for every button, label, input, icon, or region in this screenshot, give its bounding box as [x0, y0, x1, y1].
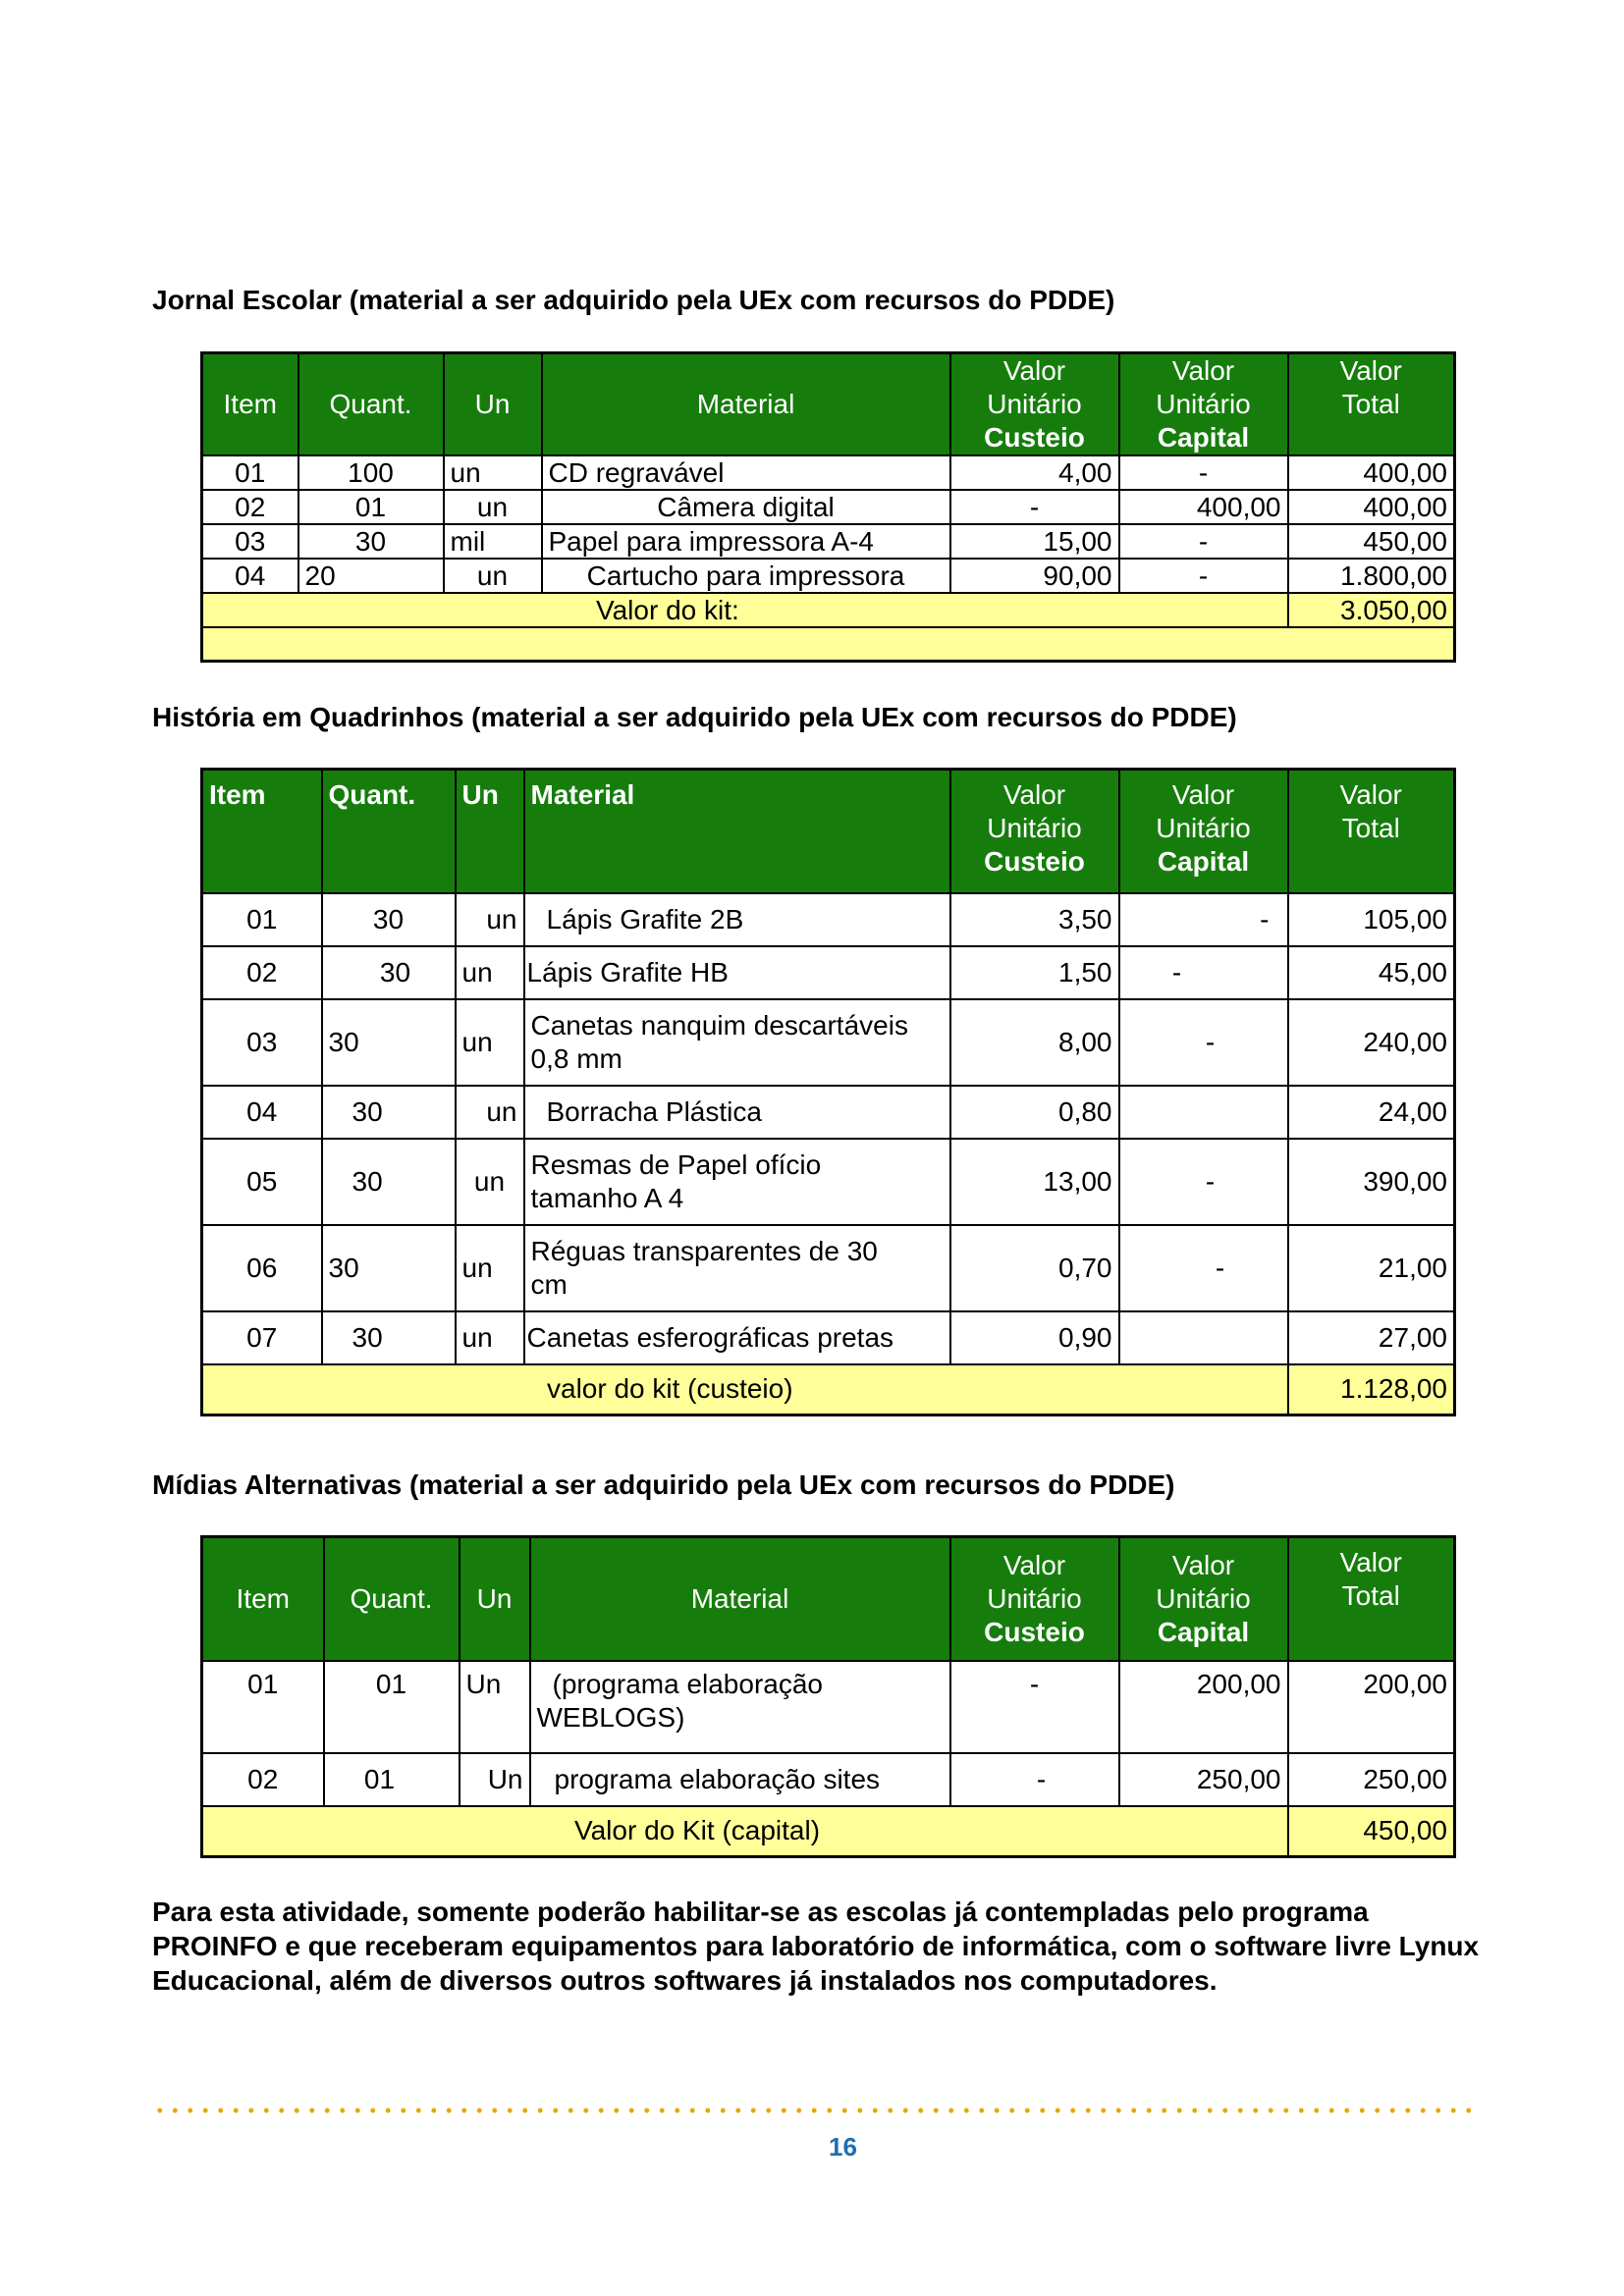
table-cell: 30 — [322, 1086, 456, 1139]
table-cell: 0,90 — [950, 1311, 1119, 1364]
table-cell: 01 — [324, 1753, 460, 1806]
table-cell: - — [1119, 946, 1288, 999]
table-cell: 01 — [298, 490, 444, 524]
header-custeio: Valor Unitário Custeio — [950, 770, 1119, 893]
table-cell: 200,00 — [1288, 1661, 1455, 1753]
table-cell: 450,00 — [1288, 524, 1455, 559]
table-cell: 02 — [202, 1753, 324, 1806]
table-cell: - — [1119, 455, 1288, 490]
header-quant: Quant. — [298, 353, 444, 456]
table-cell: - — [1119, 524, 1288, 559]
table-cell: 20 — [298, 559, 444, 593]
kit-total-label: Valor do kit: — [202, 593, 1288, 627]
table-cell: 01 — [324, 1661, 460, 1753]
header-custeio: Valor Unitário Custeio — [950, 1537, 1119, 1661]
table-header-row — [202, 1537, 1455, 1661]
table-cell: 0,70 — [950, 1225, 1119, 1311]
table-cell: 90,00 — [950, 559, 1119, 593]
header-capital: Valor Unitário Capital — [1119, 770, 1288, 893]
table-cell: 03 — [202, 524, 298, 559]
kit-total-row — [202, 593, 1455, 627]
table-row — [202, 1139, 1455, 1225]
table-cell: 03 — [202, 999, 322, 1086]
header-total: Valor Total — [1288, 353, 1455, 456]
table-cell: Papel para impressora A-4 — [542, 524, 950, 559]
header-item: Item — [202, 1537, 324, 1661]
table-cell: 390,00 — [1288, 1139, 1455, 1225]
table-cell: programa elaboração sites — [530, 1753, 950, 1806]
table-cell: 27,00 — [1288, 1311, 1455, 1364]
table-cell: 30 — [322, 1311, 456, 1364]
table-cell: 4,00 — [950, 455, 1119, 490]
table-cell — [202, 627, 1455, 662]
table-cell: un — [456, 1311, 524, 1364]
table-row — [202, 559, 1455, 593]
table-cell: mil — [444, 524, 542, 559]
table-cell: 240,00 — [1288, 999, 1455, 1086]
header-un: Un — [444, 353, 542, 456]
table-cell: - — [1119, 1139, 1288, 1225]
header-un: Un — [460, 1537, 530, 1661]
header-total: Valor Total — [1288, 770, 1455, 893]
kit-total-row — [202, 1806, 1455, 1857]
table-cell: Réguas transparentes de 30 cm — [524, 1225, 950, 1311]
table-row — [202, 1086, 1455, 1139]
section-title-quadrinhos: História em Quadrinhos (material a ser adquirido pela UEx com recursos do PDDE) — [152, 702, 1237, 732]
header-material: Material — [524, 770, 950, 893]
table-row — [202, 1753, 1455, 1806]
header-quant: Quant. — [324, 1537, 460, 1661]
table-historia-quadrinhos — [200, 768, 1456, 1416]
table-cell: 05 — [202, 1139, 322, 1225]
table-row — [202, 1225, 1455, 1311]
table-cell: 01 — [202, 893, 322, 946]
table-cell: CD regravável — [542, 455, 950, 490]
header-total: Valor Total — [1288, 1537, 1455, 1661]
table-cell: un — [456, 999, 524, 1086]
header-capital: Valor Unitário Capital — [1119, 1537, 1288, 1661]
table-cell: 1,50 — [950, 946, 1119, 999]
table-cell: Un — [460, 1661, 530, 1753]
table-cell: un — [456, 946, 524, 999]
table-cell: Un — [460, 1753, 530, 1806]
table-cell: 02 — [202, 490, 298, 524]
table-cell: - — [950, 490, 1119, 524]
table-cell — [1119, 1311, 1288, 1364]
table-cell: - — [950, 1661, 1119, 1753]
table-cell: un — [456, 1086, 524, 1139]
table-cell: 400,00 — [1119, 490, 1288, 524]
table-cell: - — [950, 1753, 1119, 1806]
header-capital: Valor Unitário Capital — [1119, 353, 1288, 456]
table-cell: 15,00 — [950, 524, 1119, 559]
header-custeio: Valor Unitário Custeio — [950, 353, 1119, 456]
table-row — [202, 946, 1455, 999]
kit-total-label: Valor do Kit (capital) — [202, 1806, 1288, 1857]
table-cell: 07 — [202, 1311, 322, 1364]
table-row — [202, 999, 1455, 1086]
table-row — [202, 490, 1455, 524]
table-cell: un — [456, 1139, 524, 1225]
table-row — [202, 455, 1455, 490]
table-cell: 250,00 — [1288, 1753, 1455, 1806]
table-cell: 04 — [202, 559, 298, 593]
table-cell: 01 — [202, 1661, 324, 1753]
table-cell: 04 — [202, 1086, 322, 1139]
table-row — [202, 524, 1455, 559]
table-cell: 105,00 — [1288, 893, 1455, 946]
kit-blank-row — [202, 627, 1455, 662]
table-cell: 250,00 — [1119, 1753, 1288, 1806]
table-cell: 3,50 — [950, 893, 1119, 946]
table-cell: 06 — [202, 1225, 322, 1311]
table-cell: Lápis Grafite HB — [524, 946, 950, 999]
kit-total-value: 450,00 — [1288, 1806, 1455, 1857]
kit-total-label: valor do kit (custeio) — [202, 1364, 1288, 1415]
section-title-midias: Mídias Alternativas (material a ser adquirido pela UEx com recursos do PDDE) — [152, 1469, 1175, 1500]
table-cell: 21,00 — [1288, 1225, 1455, 1311]
table-cell: 02 — [202, 946, 322, 999]
footer-dotted-divider — [152, 2108, 1478, 2113]
table-jornal-escolar — [200, 351, 1456, 663]
table-cell: 30 — [298, 524, 444, 559]
table-cell: Câmera digital — [542, 490, 950, 524]
table-cell: 200,00 — [1119, 1661, 1288, 1753]
table-cell: 100 — [298, 455, 444, 490]
table-cell: un — [444, 559, 542, 593]
table-header-row — [202, 770, 1455, 893]
table-cell: - — [1119, 893, 1288, 946]
table-row — [202, 1311, 1455, 1364]
table-cell: Resmas de Papel ofício tamanho A 4 — [524, 1139, 950, 1225]
table-cell: 0,80 — [950, 1086, 1119, 1139]
table-cell: Borracha Plástica — [524, 1086, 950, 1139]
table-cell: Cartucho para impressora — [542, 559, 950, 593]
kit-total-value: 1.128,00 — [1288, 1364, 1455, 1415]
header-item: Item — [202, 353, 298, 456]
header-un: Un — [456, 770, 524, 893]
table-cell — [1119, 1086, 1288, 1139]
table-cell: 24,00 — [1288, 1086, 1455, 1139]
table-cell: 45,00 — [1288, 946, 1455, 999]
section-title-jornal: Jornal Escolar (material a ser adquirido pela UEx com recursos do PDDE) — [152, 285, 1115, 315]
table-header-row — [202, 353, 1455, 456]
table-cell: Lápis Grafite 2B — [524, 893, 950, 946]
table-cell: 30 — [322, 1139, 456, 1225]
table-cell: un — [456, 1225, 524, 1311]
table-cell: - — [1119, 559, 1288, 593]
table-cell: 400,00 — [1288, 490, 1455, 524]
table-cell: 13,00 — [950, 1139, 1119, 1225]
table-cell: 30 — [322, 893, 456, 946]
table-midias-alternativas — [200, 1535, 1456, 1858]
table-cell: - — [1119, 1225, 1288, 1311]
header-item: Item — [202, 770, 322, 893]
table-row — [202, 893, 1455, 946]
table-cell: 1.800,00 — [1288, 559, 1455, 593]
header-material: Material — [530, 1537, 950, 1661]
table-cell: un — [456, 893, 524, 946]
table-cell: un — [444, 490, 542, 524]
table-row — [202, 1661, 1455, 1753]
page-number: 16 — [829, 2132, 857, 2162]
kit-total-value: 3.050,00 — [1288, 593, 1455, 627]
header-material: Material — [542, 353, 950, 456]
table-cell: 8,00 — [950, 999, 1119, 1086]
table-cell: Canetas esferográficas pretas — [524, 1311, 950, 1364]
table-cell: 01 — [202, 455, 298, 490]
table-cell: 30 — [322, 1225, 456, 1311]
table-cell: 30 — [322, 999, 456, 1086]
table-cell: 30 — [322, 946, 456, 999]
table-cell: Canetas nanquim descartáveis 0,8 mm — [524, 999, 950, 1086]
table-cell: - — [1119, 999, 1288, 1086]
table-cell: (programa elaboração WEBLOGS) — [530, 1661, 950, 1753]
table-cell: 400,00 — [1288, 455, 1455, 490]
header-quant: Quant. — [322, 770, 456, 893]
kit-total-row — [202, 1364, 1455, 1415]
table-cell: un — [444, 455, 542, 490]
eligibility-paragraph: Para esta atividade, somente poderão habilitar-se as escolas já contempladas pelo programa PROINFO e que receberam equipamentos para laboratório de informática, com o software livre Lynux Educacional, além de diversos outros softwares já instalados nos computadores. — [152, 1896, 1480, 1996]
